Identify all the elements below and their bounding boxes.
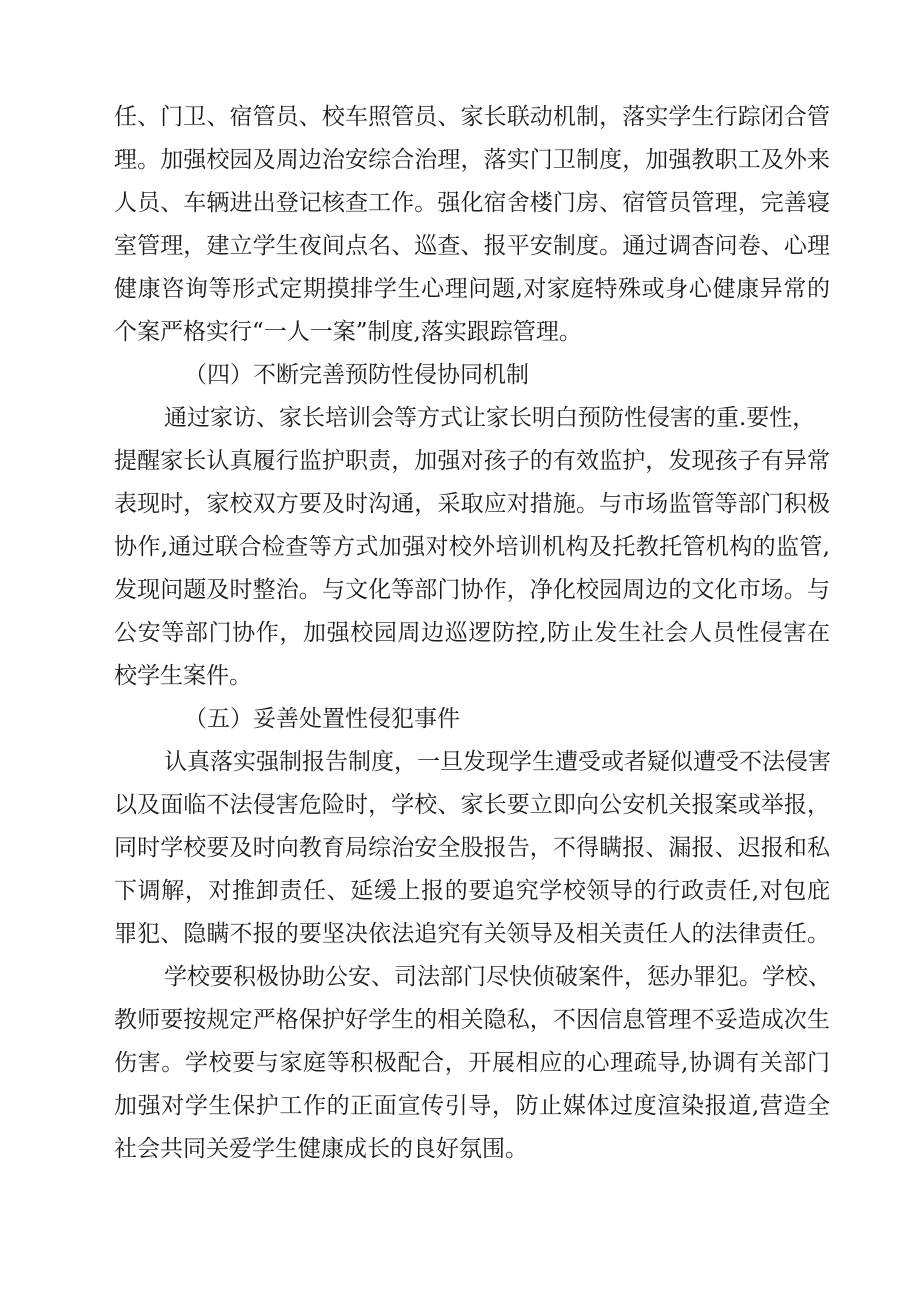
text-line: 发现问题及时整治。与文化等部门协作，净化校园周边的文化市场。与 [114,577,830,603]
text-line: 加强对学生保护工作的正面宣传引导，防止媒体过度渲染报道,营造全 [114,1093,830,1119]
text-line: 任、门卫、宿管员、校车照管员、家长联动机制，落实学生行踪闭合管 [114,104,830,130]
heading-text: （四）不断完善预防性侵协同机制 [184,362,529,388]
text-line: 理。加强校园及周边治安综合治理，落实门卫制度，加强教职工及外来 [114,147,830,173]
text-line: 校学生案件。 [114,663,252,689]
text-line: 以及面临不法侵害危险时，学校、家长要立即向公安机关报案或举报， [114,792,830,818]
text-line: 教师要按规定严格保护好学生的相关隐私，不因信息管理不妥造成次生 [114,1007,830,1033]
text-line: 伤害。学校要与家庭等积极配合，开展相应的心理疏导,协调有关部门 [114,1050,830,1076]
text-line: 表现时，家校双方要及时沟通，采取应对措施。与市场监管等部门积极 [114,491,830,517]
text-line: 公安等部门协作，加强校园周边巡逻防控,防止发生社会人员性侵害在 [114,620,830,646]
text-line: 提醒家长认真履行监护职责，加强对孩子的有效监护，发现孩子有异常 [114,448,830,474]
paragraph-prevention-mechanism [114,397,830,698]
text-line: 健康咨询等形式定期摸排学生心理问题,对家庭特殊或身心健康异常的 [114,276,830,302]
text-line: 学校要积极协助公安、司法部门尽快侦破案件，惩办罪犯。学校、 [164,964,831,990]
paragraph-mandatory-reporting [114,741,830,956]
document-body [114,96,830,1171]
text-line: 协作,通过联合检查等方式加强对校外培训机构及托教托管机构的监管, [114,534,830,560]
text-line: 社会共同关爱学生健康成长的良好氛围。 [114,1136,528,1162]
text-line: 室管理，建立学生夜间点名、巡查、报平安制度。通过调杳问卷、心理 [114,233,830,259]
text-line: 人员、车辆进出登记核查工作。强化宿舍楼门房、宿管员管理，完善寝 [114,190,830,216]
section-heading-5 [114,698,830,741]
heading-text: （五）妥善处置性侵犯事件 [184,706,460,732]
paragraph-case-handling [114,956,830,1171]
text-line: 个案严格实行“一人一案”制度,落实跟踪管理。 [114,319,582,345]
text-line: 认真落实强制报告制度，一旦发现学生遭受或者疑似遭受不法侵害 [164,749,831,775]
text-line: 下调解，对推卸责任、延缓上报的要追究学校领导的行政责任,对包庇 [114,878,830,904]
text-line: 同时学校要及时向教育局综治安全股报告，不得瞒报、漏报、迟报和私 [114,835,830,861]
text-line: 罪犯、隐瞒不报的要坚决依法追究有关领导及相关责任人的法律责任。 [114,921,830,947]
text-line: 通过家访、家长培训会等方式让家长明白预防性侵害的重.要性， [164,405,816,431]
section-heading-4 [114,354,830,397]
paragraph-continuation [114,96,830,354]
